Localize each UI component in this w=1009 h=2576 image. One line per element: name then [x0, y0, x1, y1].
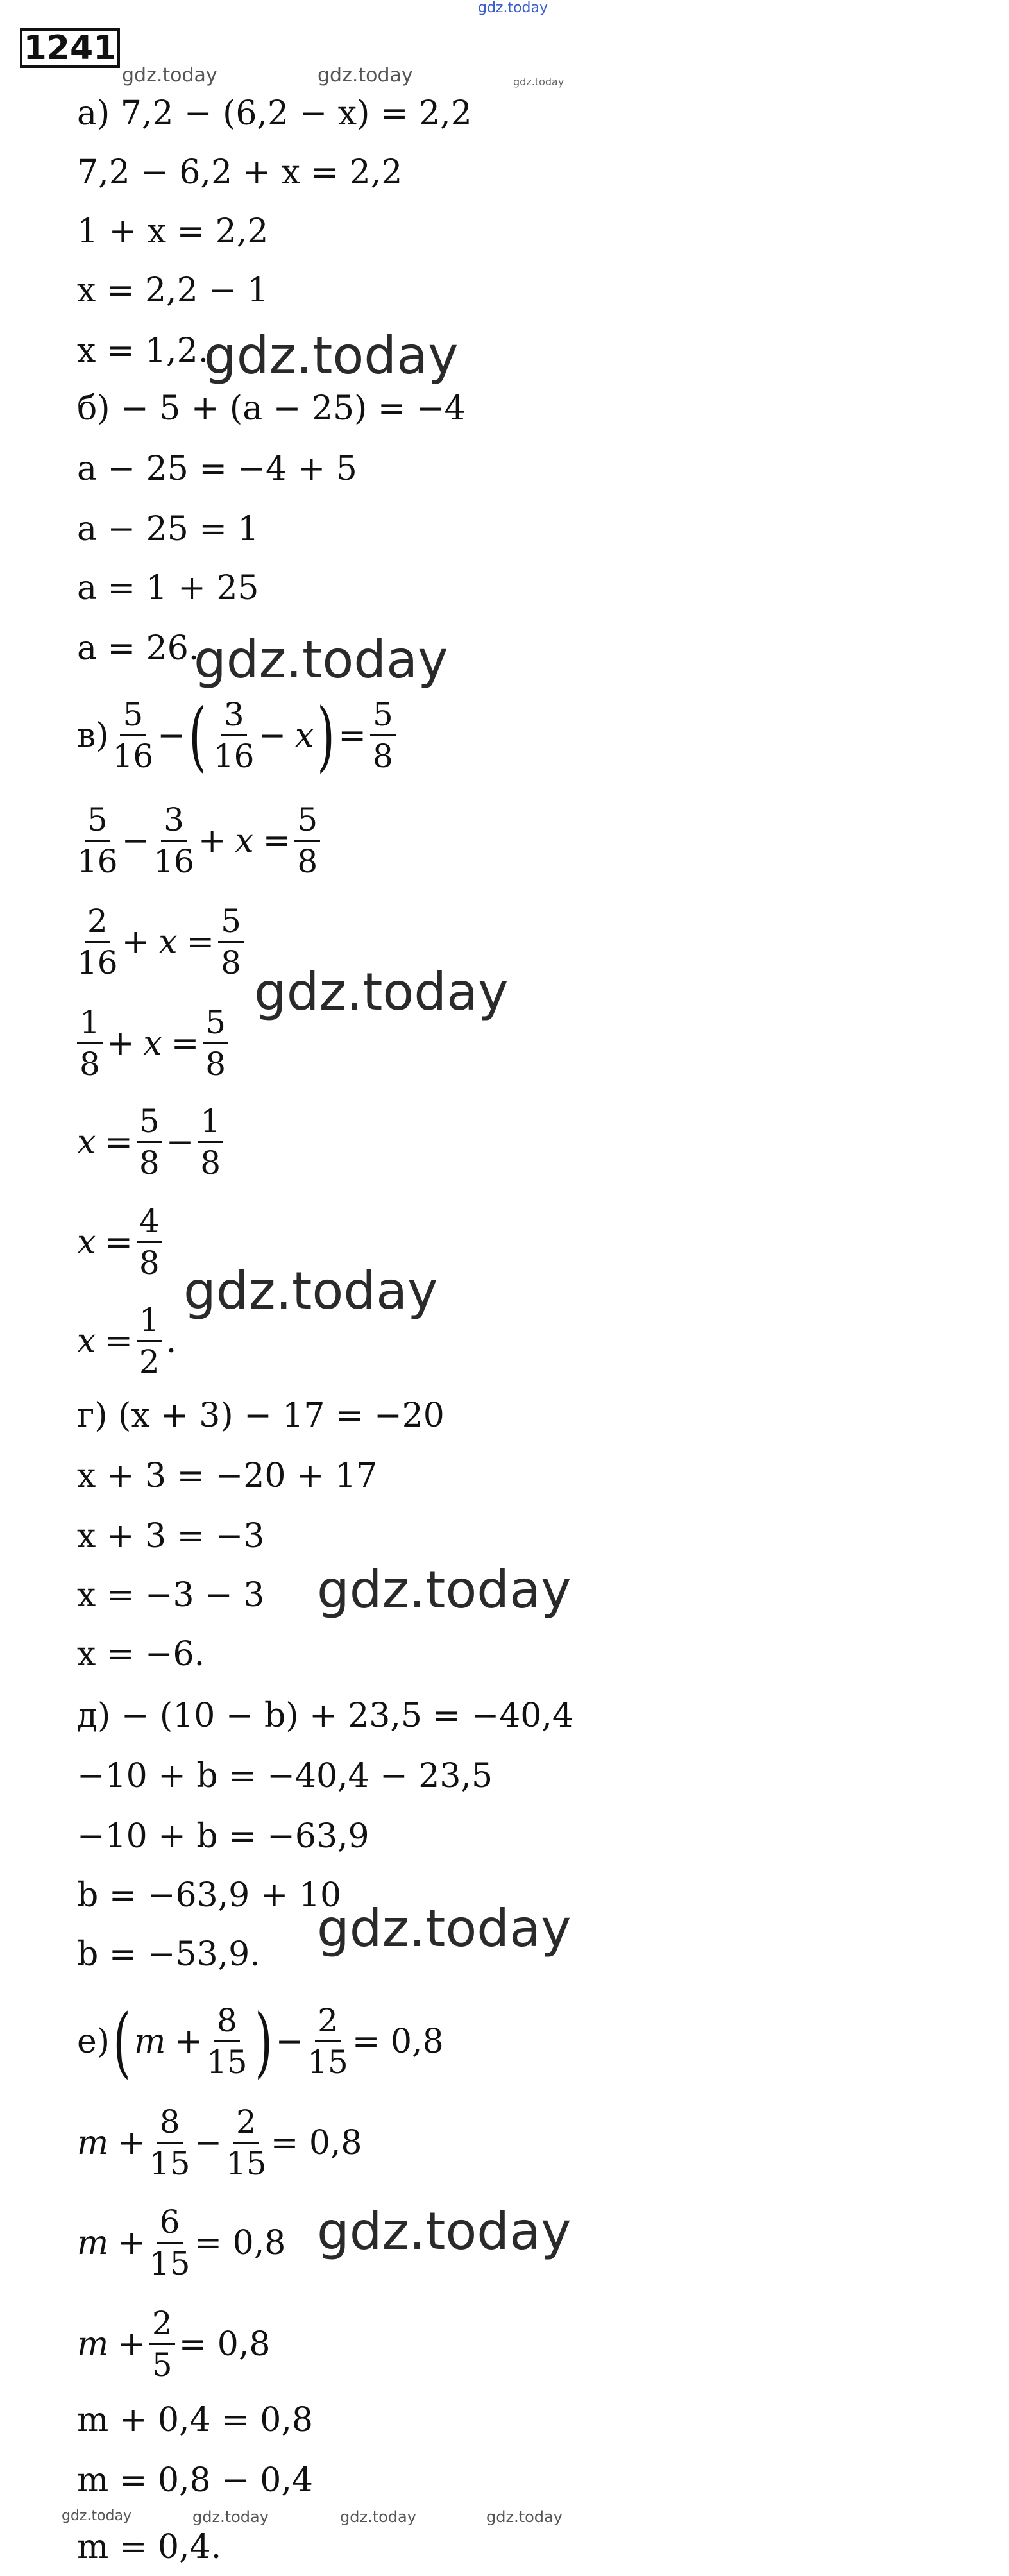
watermark-large: gdz.today: [317, 1899, 572, 1958]
watermark-large: gdz.today: [317, 2201, 572, 2261]
part-g-line-1: г) (x + 3) − 17 = −20: [77, 1396, 445, 1435]
watermark-large: gdz.today: [194, 630, 448, 690]
part-e-line-5: m + 0,4 = 0,8: [77, 2401, 313, 2439]
part-g-line-2: x + 3 = −20 + 17: [77, 1457, 378, 1495]
watermark-footer: gdz.today: [62, 2508, 132, 2524]
part-d-line-3: −10 + b = −63,9: [77, 1817, 369, 1856]
part-g-line-3: x + 3 = −3: [77, 1517, 265, 1555]
watermark-footer: gdz.today: [486, 2508, 563, 2526]
part-d-line-1: д) − (10 − b) + 23,5 = −40,4: [77, 1697, 573, 1735]
top-watermark: gdz.today: [478, 0, 548, 16]
part-v-line-4: $\frac{1}{8}$ + x = $\frac{5}{8}$: [77, 1004, 232, 1082]
part-e-line-2: m + $\frac{8}{15}$ − $\frac{2}{15}$ = 0,8: [77, 2103, 362, 2182]
watermark-footer: gdz.today: [192, 2508, 269, 2526]
part-b-line-5: a = 26.: [77, 629, 199, 668]
part-g-line-4: x = −3 − 3: [77, 1576, 265, 1614]
part-v-line-3: $\frac{2}{16}$ + x = $\frac{5}{8}$: [77, 903, 248, 981]
part-e-line-3: m + $\frac{6}{15}$ = 0,8: [77, 2203, 286, 2282]
part-b-line-1: б) − 5 + (a − 25) = −4: [77, 389, 466, 428]
part-d-line-4: b = −63,9 + 10: [77, 1876, 342, 1915]
watermark-large: gdz.today: [183, 1261, 438, 1321]
part-e-line-6: m = 0,8 − 0,4: [77, 2461, 313, 2500]
part-v-line-5: x = $\frac{5}{8}$ − $\frac{1}{8}$: [77, 1103, 227, 1181]
part-e-line-7: m = 0,4.: [77, 2528, 222, 2566]
watermark-large: gdz.today: [317, 1560, 572, 1620]
task-number-box: 1241: [20, 28, 120, 68]
part-v-line-7: x = $\frac{1}{2}$ .: [77, 1301, 177, 1380]
part-a-line-4: x = 2,2 − 1: [77, 271, 269, 310]
watermark-large: gdz.today: [254, 962, 509, 1022]
part-b-line-4: a = 1 + 25: [77, 569, 259, 607]
part-b-line-2: a − 25 = −4 + 5: [77, 450, 357, 488]
part-b-line-3: a − 25 = 1: [77, 510, 259, 548]
watermark-small: gdz.today: [122, 64, 217, 87]
part-a-line-5: x = 1,2.: [77, 332, 209, 370]
part-v-line-2: $\frac{5}{16}$ − $\frac{3}{16}$ + x = $\frac{5}{8}$: [77, 802, 324, 879]
part-a-line-2: 7,2 − 6,2 + x = 2,2: [77, 153, 403, 192]
watermark-small: gdz.today: [318, 64, 413, 87]
watermark-tiny: gdz.today: [513, 76, 564, 88]
part-v-line-1: в) $\frac{5}{16}$ − ( $\frac{3}{16}$ − x ) = $\frac{5}{8}$: [77, 697, 400, 774]
part-d-line-2: −10 + b = −40,4 − 23,5: [77, 1757, 493, 1795]
part-a-line-3: 1 + x = 2,2: [77, 212, 269, 251]
part-e-line-4: m + $\frac{2}{5}$ = 0,8: [77, 2305, 271, 2384]
watermark-footer: gdz.today: [340, 2508, 416, 2526]
watermark-large: gdz.today: [204, 326, 459, 386]
part-g-line-5: x = −6.: [77, 1635, 205, 1674]
part-v-line-6: x = $\frac{4}{8}$: [77, 1203, 166, 1281]
part-d-line-5: b = −53,9.: [77, 1935, 260, 1974]
part-a-line-1: а) 7,2 − (6,2 − x) = 2,2: [77, 94, 472, 133]
part-e-line-1: е) ( m + $\frac{8}{15}$ ) − $\frac{2}{15}$ = 0,8: [77, 1997, 444, 2086]
